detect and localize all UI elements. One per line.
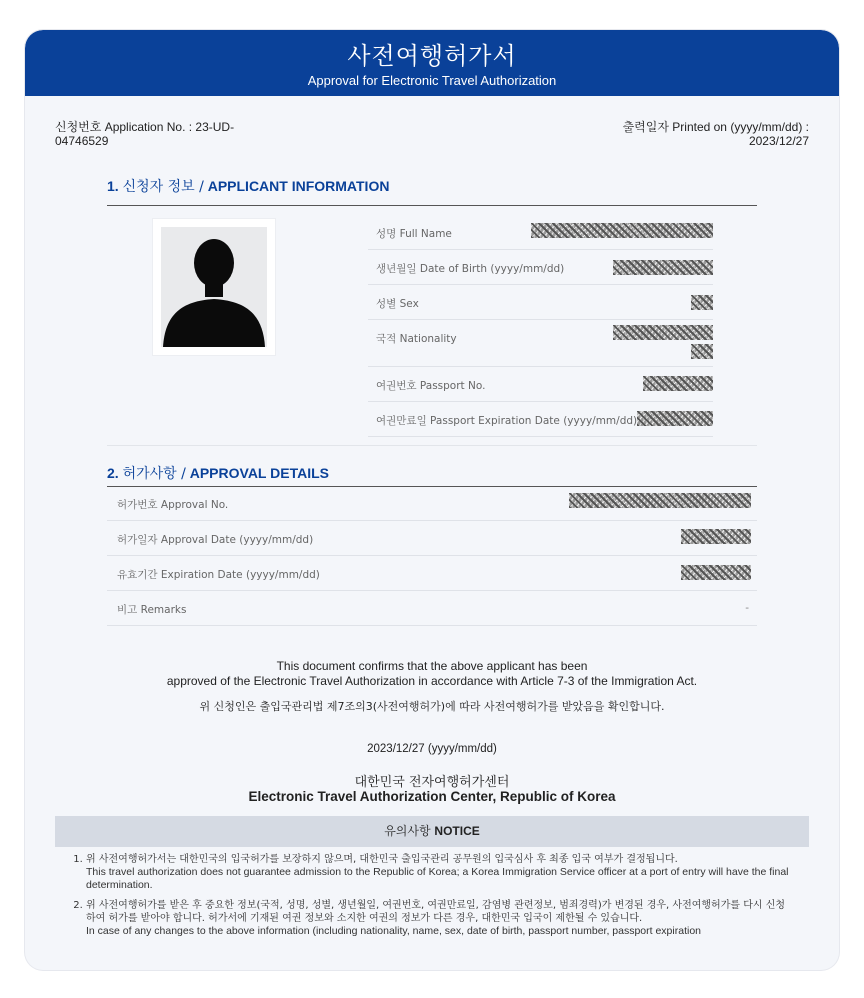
redacted-value: [643, 376, 713, 391]
info-row-passport-no: [368, 367, 713, 402]
notice-item-en: In case of any changes to the above information (including nationality, name, sex, date of birth, passport number, passport expiration: [86, 925, 701, 937]
info-label: 여권만료일 Passport Expiration Date (yyyy/mm/dd): [376, 415, 638, 427]
notice-item-ko: 1. 위 사전여행허가서는 대한민국의 입국허가를 보장하지 않으며, 대한민국 출입국관리 공무원의 입국심사 후 최종 입국 여부가 결정됩니다.: [86, 854, 678, 865]
section-divider: [107, 445, 757, 446]
approval-label: 허가번호 Approval No.: [117, 499, 229, 511]
section-title-en: APPLICANT INFORMATION: [207, 178, 390, 194]
info-label: 성명 Full Name: [376, 228, 452, 240]
info-row-sex: [368, 285, 713, 320]
section-applicant-title: [107, 176, 389, 196]
redacted-value: [613, 325, 713, 340]
redacted-value: [681, 529, 751, 544]
info-row-full-name: [368, 215, 713, 250]
redacted-value: [681, 565, 751, 580]
approval-row-expiration: [107, 556, 757, 591]
section-title-en: APPROVAL DETAILS: [189, 465, 329, 481]
approval-label: 비고 Remarks: [117, 604, 187, 616]
notice-item-ko: 2. 위 사전여행허가를 받은 후 중요한 정보(국적, 성명, 성별, 생년월일, 여권번호, 여권만료일, 감염병 관련정보, 범죄경력)가 변경된 경우, 사전여행허가를 다시 신청하여 허가를 받아야 합니다. 허가서에 기재된 여권 정보와 소지한 여권의 정보가 다른 경우, 대한민국 입국이 제한될 수 있습니다.: [86, 900, 786, 924]
applicant-photo: [152, 218, 276, 356]
redacted-value: [569, 493, 751, 508]
issuer-en: Electronic Travel Authorization Center, Republic of Korea: [248, 789, 616, 804]
section-approval-title: [107, 463, 329, 483]
approval-label: 허가일자 Approval Date (yyyy/mm/dd): [117, 534, 314, 546]
redacted-value: [637, 411, 713, 426]
info-row-passport-expiration: [368, 402, 713, 437]
notice-header: [55, 816, 809, 847]
redacted-value: [691, 344, 713, 359]
approval-label: 유효기간 Expiration Date (yyyy/mm/dd): [117, 569, 320, 581]
confirmation-en: [25, 659, 839, 689]
applicant-info-table: [368, 215, 713, 437]
document-title-ko: 사전여행허가서: [347, 42, 517, 70]
notice-item: [86, 899, 790, 938]
printed-on: [579, 120, 809, 148]
notice-item-en: This travel authorization does not guarantee admission to the Republic of Korea; a Korea Immigration Service officer at a port of entry will have the final determination.: [86, 866, 789, 891]
printed-on-label: 출력일자 Printed on (yyyy/mm/dd) :: [622, 120, 809, 134]
application-number: 신청번호 Application No. : 23-UD-04746529: [55, 120, 235, 148]
redacted-value: [613, 260, 713, 275]
approval-row-date: [107, 521, 757, 556]
remarks-value: -: [745, 602, 749, 614]
printed-on-value: 2023/12/27: [748, 134, 809, 148]
approval-details-table: [107, 486, 757, 626]
notice-title-en: NOTICE: [434, 824, 480, 838]
info-row-date-of-birth: [368, 250, 713, 285]
notice-list: [70, 853, 790, 945]
confirmation-ko: 위 신청인은 출입국관리법 제7조의3(사전여행허가)에 따라 사전여행허가를 받았음을 확인합니다.: [199, 700, 665, 713]
redacted-value: [691, 295, 713, 310]
info-label: 여권번호 Passport No.: [376, 380, 486, 392]
notice-title-ko: 유의사항: [384, 824, 431, 838]
redacted-value: [531, 223, 713, 238]
section-title-ko: 신청자 정보 /: [122, 179, 204, 195]
section-number: 1.: [107, 178, 119, 194]
approval-row-number: [107, 486, 757, 521]
info-label: 성별 Sex: [376, 298, 419, 310]
section-title-ko: 허가사항 /: [122, 466, 186, 482]
person-silhouette-icon: [161, 227, 267, 347]
issue-date: 2023/12/27 (yyyy/mm/dd): [367, 743, 497, 755]
document-header: [25, 30, 839, 96]
authorization-document: [25, 30, 839, 970]
confirmation-en-line1: This document confirms that the above applicant has been: [276, 659, 588, 673]
info-label: 생년월일 Date of Birth (yyyy/mm/dd): [376, 263, 565, 275]
document-title-en: Approval for Electronic Travel Authorization: [307, 73, 557, 88]
confirmation-en-line2: approved of the Electronic Travel Authorization in accordance with Article 7-3 of the Immigration Act.: [166, 674, 698, 688]
info-row-nationality: [368, 320, 713, 367]
issuer-ko: 대한민국 전자여행허가센터: [354, 775, 510, 790]
approval-row-remarks: [107, 591, 757, 626]
notice-item: [86, 853, 790, 892]
section-number: 2.: [107, 465, 119, 481]
info-label: 국적 Nationality: [376, 333, 457, 345]
section-divider: [107, 205, 757, 206]
